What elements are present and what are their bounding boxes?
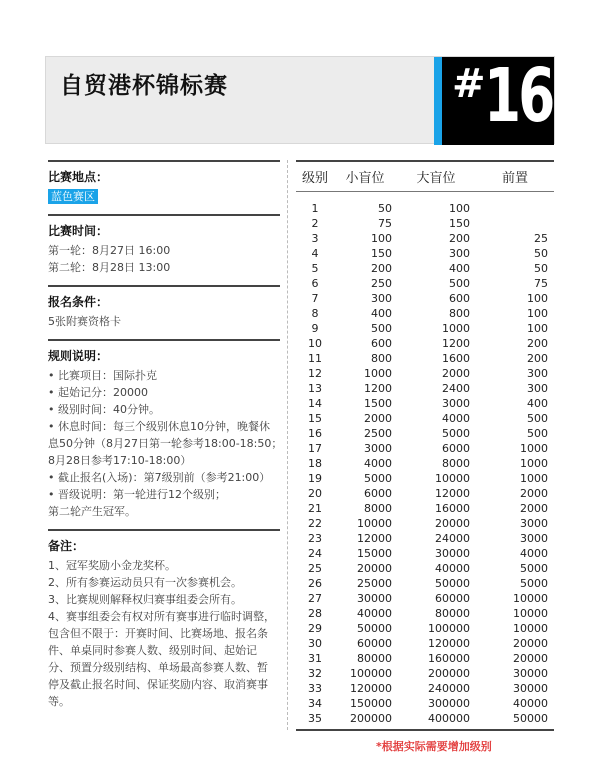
table-row xyxy=(296,621,554,636)
cell-ante: 100 xyxy=(527,292,548,305)
table-row xyxy=(296,306,554,321)
cell-small-blind: 300 xyxy=(371,292,392,305)
cell-ante: 50 xyxy=(534,262,548,275)
cell-big-blind: 300 xyxy=(449,247,470,260)
cell-small-blind: 800 xyxy=(371,352,392,365)
time-section xyxy=(48,214,280,276)
cell-small-blind: 5000 xyxy=(364,472,392,485)
cell-ante: 100 xyxy=(527,322,548,335)
cell-small-blind: 100000 xyxy=(350,667,392,680)
cell-level: 34 xyxy=(308,697,322,710)
cell-big-blind: 150 xyxy=(449,217,470,230)
cell-level: 16 xyxy=(308,427,322,440)
table-row xyxy=(296,441,554,456)
cell-level: 22 xyxy=(308,517,322,530)
table-row xyxy=(296,636,554,651)
cell-level: 5 xyxy=(311,262,319,275)
cell-small-blind: 10000 xyxy=(357,517,392,530)
cell-small-blind: 600 xyxy=(371,337,392,350)
cell-big-blind: 200 xyxy=(449,232,470,245)
table-row xyxy=(296,606,554,621)
cell-small-blind: 80000 xyxy=(357,652,392,665)
cell-ante: 400 xyxy=(527,397,548,410)
time-line: 第二轮：8月28日 13:00 xyxy=(48,261,171,274)
cell-ante: 2000 xyxy=(520,502,548,515)
cell-big-blind: 12000 xyxy=(435,487,470,500)
table-row xyxy=(296,321,554,336)
cell-small-blind: 15000 xyxy=(357,547,392,560)
cell-big-blind: 100 xyxy=(449,202,470,215)
cell-big-blind: 2000 xyxy=(442,367,470,380)
table-row xyxy=(296,651,554,666)
rules-line: • 比赛项目：国际扑克 xyxy=(48,369,157,382)
table-row xyxy=(296,516,554,531)
cell-level: 12 xyxy=(308,367,322,380)
rules-line: • 晋级说明：第一轮进行12个级别； xyxy=(48,488,226,501)
cell-level: 24 xyxy=(308,547,322,560)
cell-level: 23 xyxy=(308,532,322,545)
cell-big-blind: 16000 xyxy=(435,502,470,515)
table-row xyxy=(296,681,554,696)
rules-section xyxy=(48,339,283,520)
cell-small-blind: 1200 xyxy=(364,382,392,395)
cell-ante: 40000 xyxy=(513,697,548,710)
cell-small-blind: 40000 xyxy=(357,607,392,620)
cell-level: 32 xyxy=(308,667,322,680)
cell-ante: 10000 xyxy=(513,622,548,635)
cell-level: 33 xyxy=(308,682,322,695)
cell-small-blind: 2500 xyxy=(364,427,392,440)
registration-section xyxy=(48,285,280,330)
cell-big-blind: 30000 xyxy=(435,547,470,560)
table-body xyxy=(296,192,554,726)
cell-ante: 30000 xyxy=(513,667,548,680)
cell-small-blind: 2000 xyxy=(364,412,392,425)
cell-big-blind: 400000 xyxy=(428,712,470,725)
cell-small-blind: 12000 xyxy=(357,532,392,545)
cell-ante: 200 xyxy=(527,337,548,350)
column-divider xyxy=(287,160,288,730)
cell-ante: 50000 xyxy=(513,712,548,725)
table-row xyxy=(296,396,554,411)
cell-ante: 300 xyxy=(527,367,548,380)
cell-small-blind: 400 xyxy=(371,307,392,320)
cell-level: 4 xyxy=(311,247,319,260)
cell-ante: 25 xyxy=(534,232,548,245)
cell-ante: 1000 xyxy=(520,457,548,470)
cell-small-blind: 120000 xyxy=(350,682,392,695)
cell-ante: 1000 xyxy=(520,442,548,455)
cell-big-blind: 200000 xyxy=(428,667,470,680)
cell-level: 11 xyxy=(308,352,322,365)
notes-title: 备注： xyxy=(48,539,85,553)
time-line: 第一轮：8月27日 16:00 xyxy=(48,244,171,257)
cell-small-blind: 200000 xyxy=(350,712,392,725)
table-row xyxy=(296,666,554,681)
table-row xyxy=(296,696,554,711)
cell-ante: 5000 xyxy=(520,562,548,575)
cell-big-blind: 2400 xyxy=(442,382,470,395)
cell-ante: 1000 xyxy=(520,472,548,485)
cell-big-blind: 400 xyxy=(449,262,470,275)
rules-line: 第二轮产生冠军。 xyxy=(48,505,136,518)
cell-big-blind: 8000 xyxy=(442,457,470,470)
cell-big-blind: 20000 xyxy=(435,517,470,530)
cell-small-blind: 30000 xyxy=(357,592,392,605)
table-row xyxy=(296,426,554,441)
registration-line: 5张附赛资格卡 xyxy=(48,315,121,328)
footnote: *根据实际需要增加级别 xyxy=(376,740,492,753)
cell-level: 13 xyxy=(308,382,322,395)
cell-ante: 3000 xyxy=(520,532,548,545)
cell-big-blind: 1600 xyxy=(442,352,470,365)
cell-ante: 300 xyxy=(527,382,548,395)
cell-big-blind: 10000 xyxy=(435,472,470,485)
cell-level: 19 xyxy=(308,472,322,485)
notes-line: 件、单桌同时参赛人数、级别时间、起始记 xyxy=(48,644,257,657)
cell-small-blind: 75 xyxy=(378,217,392,230)
cell-big-blind: 100000 xyxy=(428,622,470,635)
table-row xyxy=(296,261,554,276)
info-column xyxy=(48,160,283,719)
cell-big-blind: 600 xyxy=(449,292,470,305)
table-row xyxy=(296,246,554,261)
cell-ante: 4000 xyxy=(520,547,548,560)
cell-ante: 5000 xyxy=(520,577,548,590)
notes-line: 1、冠军奖励小金龙奖杯。 xyxy=(48,559,176,572)
table-row xyxy=(296,216,554,231)
table-row xyxy=(296,291,554,306)
cell-small-blind: 50000 xyxy=(357,622,392,635)
cell-big-blind: 3000 xyxy=(442,397,470,410)
cell-small-blind: 20000 xyxy=(357,562,392,575)
cell-ante: 20000 xyxy=(513,652,548,665)
cell-small-blind: 1500 xyxy=(364,397,392,410)
cell-level: 1 xyxy=(311,202,319,215)
cell-small-blind: 1000 xyxy=(364,367,392,380)
cell-big-blind: 24000 xyxy=(435,532,470,545)
table-row xyxy=(296,351,554,366)
rules-title: 规则说明： xyxy=(48,349,109,363)
cell-big-blind: 40000 xyxy=(435,562,470,575)
table-row xyxy=(296,561,554,576)
cell-ante: 2000 xyxy=(520,487,548,500)
cell-big-blind: 50000 xyxy=(435,577,470,590)
rules-line: 息50分钟（8月27日第一轮参考18:00-18:50； xyxy=(48,437,283,450)
cell-level: 15 xyxy=(308,412,322,425)
cell-level: 30 xyxy=(308,637,322,650)
rules-line: • 截止报名(入场)：第7级别前（参考21:00） xyxy=(48,471,271,484)
cell-small-blind: 4000 xyxy=(364,457,392,470)
cell-big-blind: 6000 xyxy=(442,442,470,455)
table-row xyxy=(296,576,554,591)
cell-big-blind: 60000 xyxy=(435,592,470,605)
header-banner xyxy=(45,53,555,144)
header-level: 级别 xyxy=(301,171,328,186)
registration-title: 报名条件： xyxy=(48,295,109,309)
table-row xyxy=(296,381,554,396)
cell-ante: 30000 xyxy=(513,682,548,695)
cell-level: 27 xyxy=(308,592,322,605)
cell-small-blind: 150 xyxy=(371,247,392,260)
cell-small-blind: 250 xyxy=(371,277,392,290)
cell-level: 6 xyxy=(311,277,319,290)
cell-ante: 10000 xyxy=(513,607,548,620)
cell-small-blind: 3000 xyxy=(364,442,392,455)
table-row xyxy=(296,591,554,606)
table-row xyxy=(296,366,554,381)
cell-ante: 50 xyxy=(534,247,548,260)
cell-level: 8 xyxy=(311,307,319,320)
cell-small-blind: 6000 xyxy=(364,487,392,500)
cell-level: 7 xyxy=(311,292,319,305)
cell-level: 2 xyxy=(311,217,319,230)
cell-small-blind: 50 xyxy=(378,202,392,215)
cell-big-blind: 4000 xyxy=(442,412,470,425)
cell-level: 29 xyxy=(308,622,322,635)
table-row xyxy=(296,336,554,351)
cell-big-blind: 240000 xyxy=(428,682,470,695)
cell-level: 3 xyxy=(311,232,319,245)
cell-level: 35 xyxy=(308,712,322,725)
table-row xyxy=(296,231,554,246)
cell-ante: 3000 xyxy=(520,517,548,530)
badge-number: 16 xyxy=(484,53,553,139)
cell-small-blind: 500 xyxy=(371,322,392,335)
table-row xyxy=(296,501,554,516)
table-header xyxy=(296,160,554,192)
cell-small-blind: 8000 xyxy=(364,502,392,515)
cell-level: 21 xyxy=(308,502,322,515)
cell-level: 20 xyxy=(308,487,322,500)
cell-big-blind: 120000 xyxy=(428,637,470,650)
cell-level: 25 xyxy=(308,562,322,575)
table-row xyxy=(296,456,554,471)
cell-level: 28 xyxy=(308,607,322,620)
badge-hash: # xyxy=(452,61,486,107)
notes-line: 停及截止报名时间、保证奖励内容、取消赛事 xyxy=(48,678,268,691)
table-row xyxy=(296,201,554,216)
notes-line: 包含但不限于：开赛时间、比赛场地、报名条 xyxy=(48,627,268,640)
cell-ante: 500 xyxy=(527,412,548,425)
cell-ante: 75 xyxy=(534,277,548,290)
venue-section xyxy=(48,160,280,205)
rules-line: 8月28日参考17:10-18:00） xyxy=(48,454,192,467)
table-row xyxy=(296,471,554,486)
cell-level: 18 xyxy=(308,457,322,470)
cell-ante: 10000 xyxy=(513,592,548,605)
cell-level: 9 xyxy=(311,322,319,335)
notes-section xyxy=(48,529,280,710)
blind-structure-table xyxy=(296,160,554,731)
time-title: 比赛时间： xyxy=(48,224,109,238)
cell-small-blind: 25000 xyxy=(357,577,392,590)
rules-line: • 休息时间：每三个级别休息10分钟，晚餐休 xyxy=(48,420,270,433)
cell-big-blind: 500 xyxy=(449,277,470,290)
cell-big-blind: 80000 xyxy=(435,607,470,620)
notes-line: 2、所有参赛运动员只有一次参赛机会。 xyxy=(48,576,242,589)
notes-line: 分、预置分级别结构、单场最高参赛人数、暂 xyxy=(48,661,268,674)
cell-small-blind: 100 xyxy=(371,232,392,245)
cell-ante: 500 xyxy=(527,427,548,440)
cell-level: 26 xyxy=(308,577,322,590)
cell-small-blind: 200 xyxy=(371,262,392,275)
venue-title: 比赛地点： xyxy=(48,170,109,184)
table-row xyxy=(296,711,554,726)
cell-ante: 200 xyxy=(527,352,548,365)
page-title: 自贸港杯锦标赛 xyxy=(60,73,228,99)
header-ante: 前置 xyxy=(501,171,528,186)
table-bottom-rule xyxy=(296,729,554,731)
cell-big-blind: 5000 xyxy=(442,427,470,440)
cell-big-blind: 300000 xyxy=(428,697,470,710)
cell-big-blind: 160000 xyxy=(428,652,470,665)
table-row xyxy=(296,531,554,546)
cell-ante: 100 xyxy=(527,307,548,320)
cell-small-blind: 150000 xyxy=(350,697,392,710)
rules-line: • 起始记分：20000 xyxy=(48,386,148,399)
notes-line: 4、赛事组委会有权对所有赛事进行临时调整， xyxy=(48,610,275,623)
cell-ante: 20000 xyxy=(513,637,548,650)
cell-level: 10 xyxy=(308,337,322,350)
cell-big-blind: 1000 xyxy=(442,322,470,335)
table-row xyxy=(296,546,554,561)
header-big-blind: 大盲位 xyxy=(416,171,456,186)
table-row xyxy=(296,276,554,291)
header-small-blind: 小盲位 xyxy=(345,171,385,186)
cell-big-blind: 1200 xyxy=(442,337,470,350)
notes-line: 等。 xyxy=(48,695,70,708)
cell-level: 17 xyxy=(308,442,322,455)
cell-level: 31 xyxy=(308,652,322,665)
event-number-badge xyxy=(434,53,554,145)
cell-small-blind: 60000 xyxy=(357,637,392,650)
table-row xyxy=(296,411,554,426)
cell-level: 14 xyxy=(308,397,322,410)
notes-line: 3、比赛规则解释权归赛事组委会所有。 xyxy=(48,593,242,606)
table-row xyxy=(296,486,554,501)
rules-line: • 级别时间：40分钟。 xyxy=(48,403,160,416)
cell-big-blind: 800 xyxy=(449,307,470,320)
venue-value: 蓝色赛区 xyxy=(48,189,98,204)
